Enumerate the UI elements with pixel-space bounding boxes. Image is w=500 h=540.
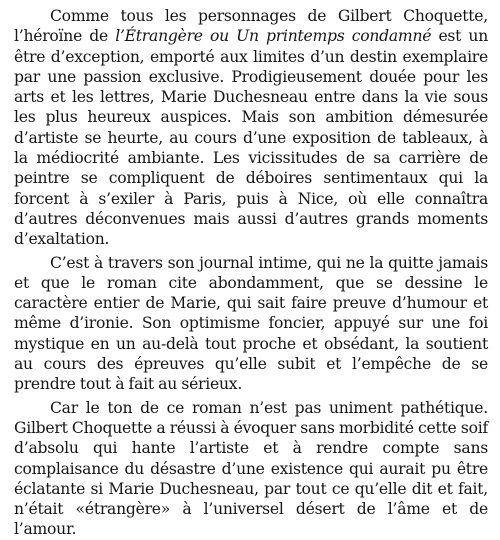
book-title: l’Étrangère ou Un printemps condamné — [115, 27, 432, 46]
paragraph-conclusion — [14, 398, 488, 540]
text-segment: C’est à travers son journal intime, qui ne la quitte jamais et que le roman cite abondamment, que se dessine le caractère entier de Marie, qui sait faire preuve d’humour et même d’ironie. Son optimisme foncier, appuyé sur une foi mystique en un au-delà tout proche et obsédant, la soutient au cours des épreuves qu’elle subit et l’empêche de se prendre tout à fait au sérieux. — [14, 253, 488, 394]
paragraph-journal — [14, 253, 488, 395]
text-segment: Car le ton de ce roman n’est pas uniment pathétique. Gilbert Choquette a réussi à évoquer sans morbidité cette soif d’absolu qui hante l’artiste et à rendre compte sans complaisance du désastre d’une existence qui aurait pu être éclatante si Marie Duchesneau, par tout ce qu’elle dit et fait, n’était «étrangère» à l’universel désert de l’âme et de l’amour. — [14, 398, 488, 539]
text-segment: est un être d’exception, emporté aux limites d’un destin exemplaire par une passion exclusive. Prodigieusement douée pour les arts et les lettres, Marie Duchesneau entre dans la vie sous les plus heureux auspices. Mais son ambition démesurée d’artiste se heurte, au cours d’une exposition de tableaux, à la médiocrité ambiante. Les vicissitudes de sa carrière de peintre se compliquent de déboires sentimentaux qui la forcent à s’exiler à Paris, puis à Nice, où elle connaîtra d’autres déconvenues mais aussi d’autres grands moments d’exaltation. — [14, 27, 489, 249]
paragraph-intro — [14, 6, 488, 250]
document-body — [14, 6, 488, 540]
text-segment: Comme tous les personnages de Gilbert Choquette, l’héroïne de — [14, 7, 488, 46]
